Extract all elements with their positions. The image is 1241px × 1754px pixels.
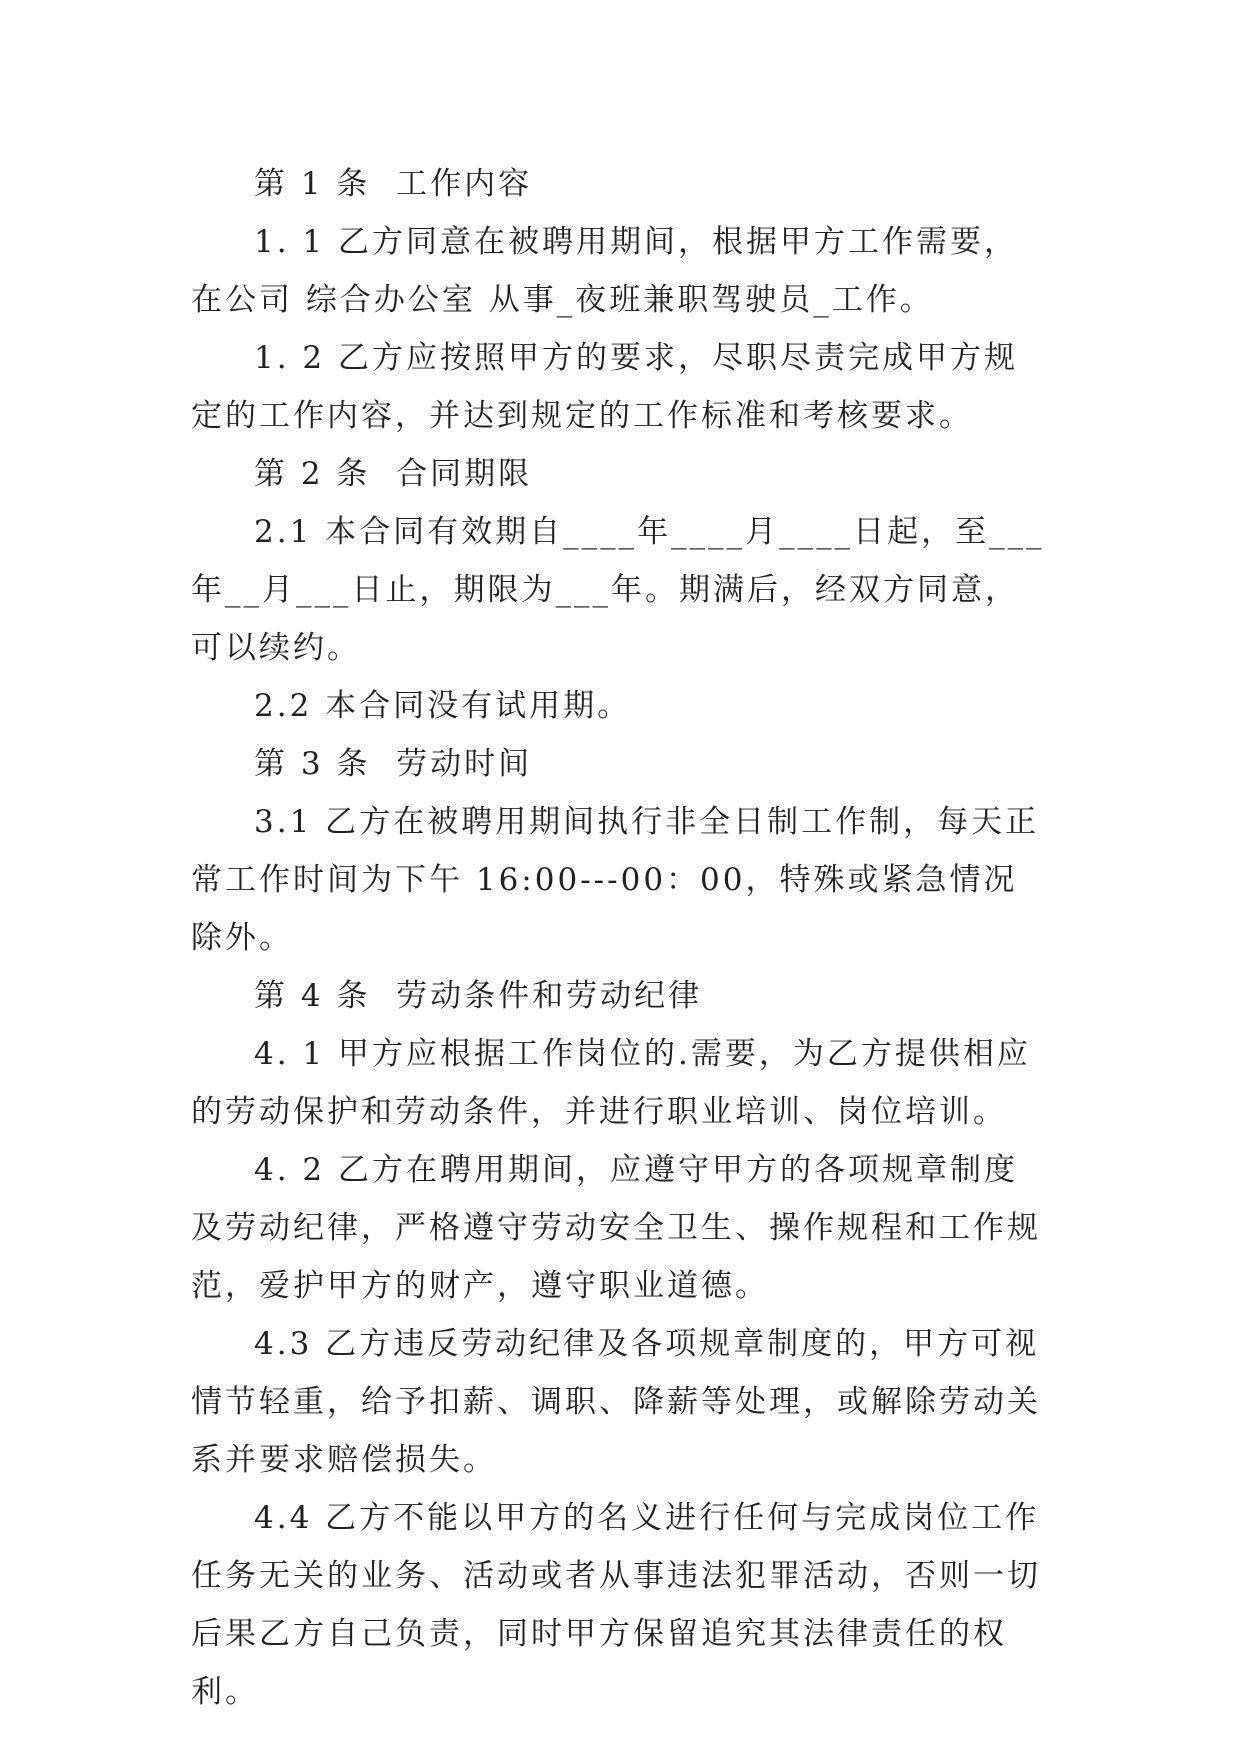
clause-4-1: 4. 1 甲方应根据工作岗位的.需要，为乙方提供相应的劳动保护和劳动条件，并进行职业培训、岗位培训。 <box>191 1036 1031 1130</box>
clause-3-1: 3.1 乙方在被聘用期间执行非全日制工作制，每天正常工作时间为下午 16:00---00：00，特殊或紧急情况除外。 <box>191 804 1040 956</box>
document-body <box>191 155 1051 1721</box>
clause-1-2: 1. 2 乙方应按照甲方的要求，尽职尽责完成甲方规定的工作内容，并达到规定的工作标准和考核要求。 <box>191 340 1019 434</box>
clause-4-4: 4.4 乙方不能以甲方的名义进行任何与完成岗位工作任务无关的业务、活动或者从事违法犯罪活动，否则一切后果乙方自己负责，同时甲方保留追究其法律责任的权利。 <box>191 1500 1041 1710</box>
clause-1-1: 1. 1 乙方同意在被聘用期间，根据甲方工作需要，在公司 综合办公室 从事_夜班兼职驾驶员_工作。 <box>191 224 1019 318</box>
clause-2-2: 2.2 本合同没有试用期。 <box>254 688 632 724</box>
article-3-heading: 第 3 条 劳动时间 <box>254 746 533 782</box>
clause-2-1: 2.1 本合同有效期自____年____月____日起，至___年__月___日止，期限为___年。期满后，经双方同意，可以续约。 <box>191 514 1045 666</box>
clause-4-3: 4.3 乙方违反劳动纪律及各项规章制度的，甲方可视情节轻重，给予扣薪、调职、降薪等处理，或解除劳动关系并要求赔偿损失。 <box>191 1326 1041 1478</box>
article-2-heading: 第 2 条 合同期限 <box>254 456 533 492</box>
article-1-heading: 第 1 条 工作内容 <box>254 166 533 202</box>
clause-4-2: 4. 2 乙方在聘用期间，应遵守甲方的各项规章制度及劳动纪律，严格遵守劳动安全卫生、操作规程和工作规范，爱护甲方的财产，遵守职业道德。 <box>191 1152 1041 1304</box>
article-4-heading: 第 4 条 劳动条件和劳动纪律 <box>254 978 703 1014</box>
